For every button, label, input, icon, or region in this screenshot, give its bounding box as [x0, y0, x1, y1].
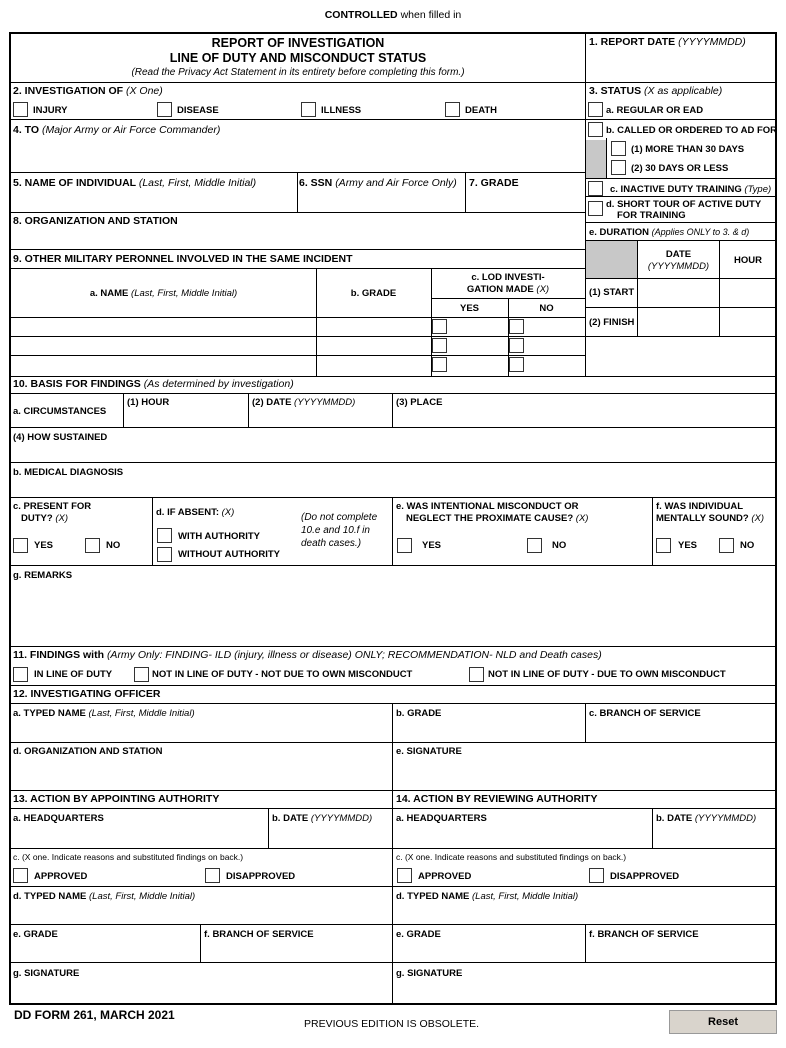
death-case-note-1: (Do not complete	[301, 512, 378, 523]
mental-yes-checkbox[interactable]	[656, 538, 671, 553]
disease-checkbox[interactable]	[157, 102, 172, 117]
injury-label: INJURY	[33, 105, 68, 116]
personnel-name-header: a. NAME (Last, First, Middle Initial)	[89, 288, 238, 299]
in-line-of-duty-checkbox[interactable]	[13, 667, 28, 682]
30-or-less-label: (2) 30 DAYS OR LESS	[631, 163, 729, 174]
intentional-misconduct-label-2: NEGLECT THE PROXIMATE CAUSE? (X)	[406, 513, 589, 524]
inactive-duty-label: c. INACTIVE DUTY TRAINING (Type)	[610, 184, 772, 195]
appt-date-label: b. DATE (YYYYMMDD)	[272, 813, 373, 824]
start-hour-field[interactable]	[720, 279, 776, 307]
present-no-checkbox[interactable]	[85, 538, 100, 553]
organization-station-field[interactable]	[12, 228, 584, 248]
for-training-label: FOR TRAINING	[617, 210, 686, 221]
with-authority-label: WITH AUTHORITY	[178, 531, 260, 542]
nild-misconduct-checkbox[interactable]	[469, 667, 484, 682]
lod-header-line2: GATION MADE (X)	[466, 284, 550, 295]
how-sustained-label: (4) HOW SUSTAINED	[13, 432, 108, 443]
nild-not-misconduct-label: NOT IN LINE OF DUTY - NOT DUE TO OWN MISCONDUCT	[152, 669, 413, 680]
death-checkbox[interactable]	[445, 102, 460, 117]
mentally-sound-label-2: MENTALLY SOUND? (X)	[656, 513, 765, 524]
duration-date-hint: (YYYYMMDD)	[647, 261, 710, 272]
present-duty-label-2: DUTY? (X)	[21, 513, 68, 524]
io-grade-label: b. GRADE	[396, 708, 442, 719]
reviewing-authority-label: 14. ACTION BY REVIEWING AUTHORITY	[396, 793, 598, 805]
to-field[interactable]	[12, 138, 584, 170]
mental-no-label: NO	[740, 540, 755, 551]
appt-typed-name-label: d. TYPED NAME (Last, First, Middle Initial)	[13, 891, 196, 902]
appt-grade-label: e. GRADE	[13, 929, 58, 940]
appt-branch-label: f. BRANCH OF SERVICE	[204, 929, 314, 940]
finish-label: (2) FINISH	[589, 317, 635, 328]
injury-checkbox[interactable]	[13, 102, 28, 117]
medical-diagnosis-label: b. MEDICAL DIAGNOSIS	[13, 467, 124, 478]
death-case-note-3: death cases.)	[301, 538, 362, 549]
short-tour-checkbox[interactable]	[588, 201, 603, 216]
io-organization-label: d. ORGANIZATION AND STATION	[13, 746, 163, 757]
rev-disapproved-checkbox[interactable]	[589, 868, 604, 883]
lod-no-checkbox-1[interactable]	[509, 319, 524, 334]
lod-no-checkbox-3[interactable]	[509, 357, 524, 372]
with-authority-checkbox[interactable]	[157, 528, 172, 543]
death-case-note-2: 10.e and 10.f in	[301, 525, 370, 536]
appt-instruction: c. (X one. Indicate reasons and substituted findings on back.)	[13, 852, 244, 862]
remarks-field[interactable]	[12, 582, 775, 644]
investigation-of-label: 2. INVESTIGATION OF (X One)	[13, 85, 163, 97]
reset-button[interactable]: Reset	[669, 1010, 777, 1034]
appt-signature-label: g. SIGNATURE	[13, 968, 80, 979]
appt-disapproved-label: DISAPPROVED	[226, 871, 296, 882]
present-yes-checkbox[interactable]	[13, 538, 28, 553]
present-no-label: NO	[106, 540, 121, 551]
called-ordered-checkbox[interactable]	[588, 122, 603, 137]
to-label: 4. TO (Major Army or Air Force Commander)	[13, 124, 221, 136]
rev-hq-label: a. HEADQUARTERS	[396, 813, 487, 824]
short-tour-label: d. SHORT TOUR OF ACTIVE DUTY	[606, 199, 762, 210]
ssn-label: 6. SSN (Army and Air Force Only)	[299, 177, 457, 189]
misconduct-yes-label: YES	[422, 540, 442, 551]
disease-label: DISEASE	[177, 105, 219, 116]
duration-label: e. DURATION (Applies ONLY to 3. & d)	[589, 227, 750, 238]
personnel-name-field-1[interactable]	[12, 318, 315, 336]
controlled-notice	[0, 9, 786, 21]
finish-hour-field[interactable]	[720, 308, 776, 336]
io-signature-label: e. SIGNATURE	[396, 746, 462, 757]
misconduct-no-checkbox[interactable]	[527, 538, 542, 553]
lod-no-header: NO	[539, 303, 554, 314]
report-date-label: 1. REPORT DATE (YYYYMMDD)	[589, 36, 746, 48]
finish-date-field[interactable]	[638, 308, 719, 336]
mentally-sound-label-1: f. WAS INDIVIDUAL	[656, 501, 744, 512]
when-filled-label: when filled in	[400, 9, 462, 21]
circumstances-label: a. CIRCUMSTANCES	[13, 406, 107, 417]
personnel-name-field-3[interactable]	[12, 356, 315, 375]
regular-ead-label: a. REGULAR OR EAD	[606, 105, 704, 116]
personnel-name-field-2[interactable]	[12, 337, 315, 355]
misconduct-yes-checkbox[interactable]	[397, 538, 412, 553]
without-authority-checkbox[interactable]	[157, 547, 172, 562]
nild-not-misconduct-checkbox[interactable]	[134, 667, 149, 682]
present-duty-label-1: c. PRESENT FOR	[13, 501, 92, 512]
organization-station-label: 8. ORGANIZATION AND STATION	[13, 215, 178, 227]
lod-yes-checkbox-3[interactable]	[432, 357, 447, 372]
privacy-note: (Read the Privacy Act Statement in its entirety before completing this form.)	[131, 67, 465, 78]
hour-label: (1) HOUR	[127, 397, 170, 408]
more-than-30-checkbox[interactable]	[611, 141, 626, 156]
without-authority-label: WITHOUT AUTHORITY	[178, 549, 281, 560]
lod-yes-header: YES	[459, 303, 479, 314]
rev-date-label: b. DATE (YYYYMMDD)	[656, 813, 757, 824]
personnel-grade-field-3[interactable]	[317, 356, 430, 375]
form-subtitle: LINE OF DUTY AND MISCONDUCT STATUS	[169, 51, 427, 65]
rev-grade-label: e. GRADE	[396, 929, 441, 940]
basis-findings-label: 10. BASIS FOR FINDINGS (As determined by investigation)	[13, 378, 294, 390]
start-label: (1) START	[589, 287, 635, 298]
appointing-authority-label: 13. ACTION BY APPOINTING AUTHORITY	[13, 793, 220, 805]
illness-label: ILLNESS	[321, 105, 362, 116]
grade-label: 7. GRADE	[469, 177, 519, 189]
appt-approved-checkbox[interactable]	[13, 868, 28, 883]
obsolete-notice: PREVIOUS EDITION IS OBSOLETE.	[304, 1018, 480, 1030]
death-label: DEATH	[465, 105, 498, 116]
personnel-grade-header: b. GRADE	[350, 288, 397, 299]
status-label: 3. STATUS (X as applicable)	[589, 85, 723, 97]
if-absent-label: d. IF ABSENT: (X)	[156, 507, 235, 518]
mental-no-checkbox[interactable]	[719, 538, 734, 553]
rev-signature-label: g. SIGNATURE	[396, 968, 463, 979]
inactive-duty-checkbox[interactable]	[588, 181, 603, 196]
other-personnel-label: 9. OTHER MILITARY PERONNEL INVOLVED IN THE SAME INCIDENT	[13, 253, 353, 265]
io-branch-label: c. BRANCH OF SERVICE	[589, 708, 701, 719]
intentional-misconduct-label-1: e. WAS INTENTIONAL MISCONDUCT OR	[396, 501, 579, 512]
lod-no-checkbox-2[interactable]	[509, 338, 524, 353]
personnel-grade-field-2[interactable]	[317, 337, 430, 355]
lod-header-line1: c. LOD INVESTI-	[471, 272, 545, 283]
personnel-grade-field-1[interactable]	[317, 318, 430, 336]
appt-disapproved-checkbox[interactable]	[205, 868, 220, 883]
rev-instruction: c. (X one. Indicate reasons and substituted findings on back.)	[396, 852, 627, 862]
start-date-field[interactable]	[638, 279, 719, 307]
date-label: (2) DATE (YYYYMMDD)	[252, 397, 356, 408]
present-yes-label: YES	[34, 540, 54, 551]
appt-approved-label: APPROVED	[34, 871, 88, 882]
form-number: DD FORM 261, MARCH 2021	[14, 1008, 175, 1022]
duration-hour-header: HOUR	[734, 255, 762, 266]
illness-checkbox[interactable]	[301, 102, 316, 117]
rev-disapproved-label: DISAPPROVED	[610, 871, 680, 882]
in-line-of-duty-label: IN LINE OF DUTY	[34, 669, 113, 680]
investigating-officer-label: 12. INVESTIGATING OFFICER	[13, 688, 161, 700]
30-or-less-checkbox[interactable]	[611, 160, 626, 175]
rev-typed-name-label: d. TYPED NAME (Last, First, Middle Initial)	[396, 891, 579, 902]
rev-branch-label: f. BRANCH OF SERVICE	[589, 929, 699, 940]
called-ordered-label: b. CALLED OR ORDERED TO AD FOR	[606, 125, 777, 136]
lod-yes-checkbox-1[interactable]	[432, 319, 447, 334]
remarks-label: g. REMARKS	[13, 570, 73, 581]
name-individual-label: 5. NAME OF INDIVIDUAL (Last, First, Middle Initial)	[13, 177, 257, 189]
appt-hq-label: a. HEADQUARTERS	[13, 813, 104, 824]
rev-approved-checkbox[interactable]	[397, 868, 412, 883]
mental-yes-label: YES	[678, 540, 698, 551]
place-label: (3) PLACE	[396, 397, 443, 408]
misconduct-no-label: NO	[552, 540, 567, 551]
io-typed-name-label: a. TYPED NAME (Last, First, Middle Initial)	[13, 708, 195, 719]
findings-label: 11. FINDINGS with (Army Only: FINDING- ILD (injury, illness or disease) ONLY; RECOMMENDATION- NLD and Death cases)	[13, 649, 602, 661]
controlled-label: CONTROLLED	[324, 9, 398, 21]
duration-date-header: DATE	[665, 249, 692, 260]
nild-misconduct-label: NOT IN LINE OF DUTY - DUE TO OWN MISCONDUCT	[488, 669, 726, 680]
form-title: REPORT OF INVESTIGATION	[211, 36, 385, 50]
more-than-30-label: (1) MORE THAN 30 DAYS	[631, 144, 745, 155]
regular-ead-checkbox[interactable]	[588, 102, 603, 117]
rev-approved-label: APPROVED	[418, 871, 472, 882]
report-date-field[interactable]	[587, 52, 775, 82]
lod-yes-checkbox-2[interactable]	[432, 338, 447, 353]
